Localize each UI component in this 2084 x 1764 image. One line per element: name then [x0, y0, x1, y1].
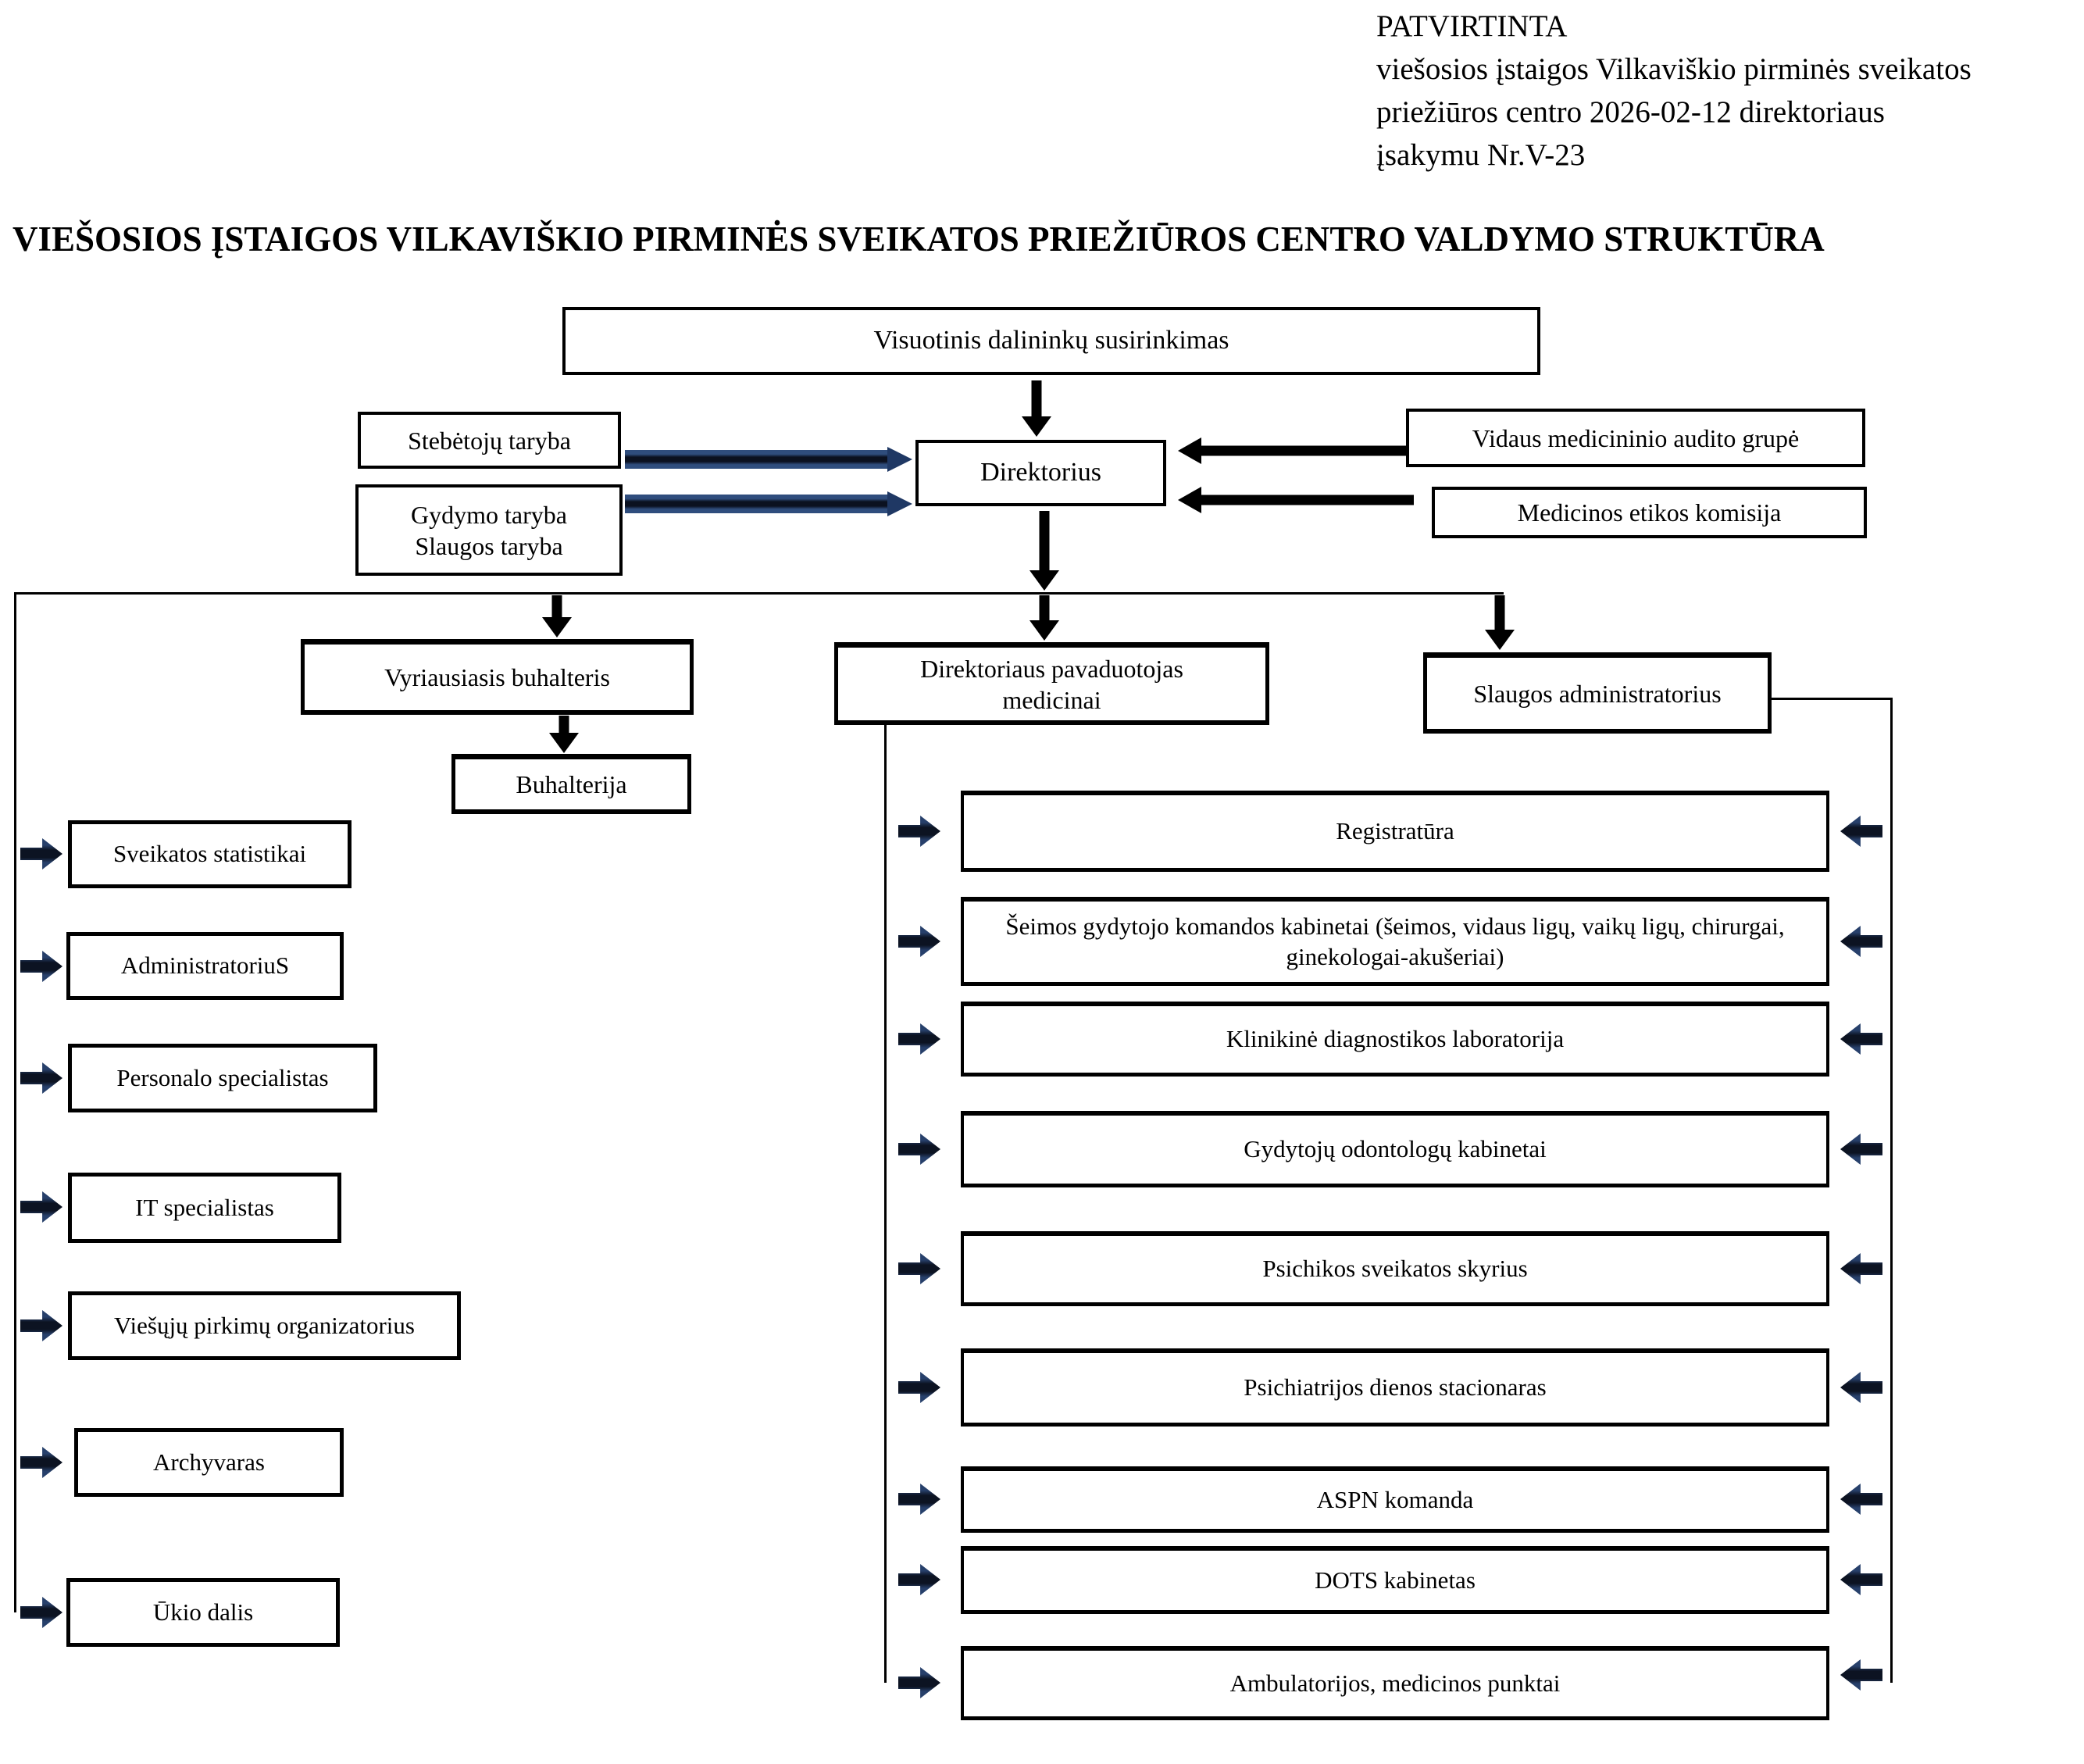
right-node-registry: Registratūra — [961, 791, 1829, 872]
arrow-nursing-to-aspn-icon — [1840, 1484, 1882, 1515]
arrow-to-it-specialist-icon — [20, 1191, 62, 1223]
arrow-nursing-to-ambulatories-icon — [1840, 1659, 1882, 1691]
arrow-nursing-to-lab-icon — [1840, 1023, 1882, 1055]
arrow-deputy-to-aspn-icon — [898, 1484, 940, 1515]
arrow-to-archivist-icon — [20, 1447, 62, 1478]
node-chief-accountant: Vyriausiasis buhalteris — [301, 639, 694, 715]
page-title: VIEŠOSIOS ĮSTAIGOS VILKAVIŠKIO PIRMINĖS SVEIKATOS PRIEŽIŪROS CENTRO VALDYMO STRUKTŪRA — [12, 220, 1825, 259]
node-internal-audit-group: Vidaus medicininio audito grupė — [1406, 409, 1865, 467]
deputy-director-label: Direktoriaus pavaduotojas medicinai — [920, 654, 1183, 714]
arrow-line-to-nursing-admin-icon — [1485, 595, 1515, 650]
node-director: Direktorius — [915, 440, 1166, 506]
node-nursing-administrator: Slaugos administratorius — [1423, 652, 1772, 734]
node-general-assembly: Visuotinis dalininkų susirinkimas — [562, 307, 1540, 375]
distribution-line — [14, 592, 1504, 595]
left-node-personnel-specialist: Personalo specialistas — [68, 1044, 377, 1112]
right-branch-line — [1890, 698, 1893, 1683]
right-node-psychiatry-day-hospital: Psichiatrijos dienos stacionaras — [961, 1348, 1829, 1427]
arrow-ethics-to-director-icon — [1178, 487, 1414, 513]
node-supervisory-board: Stebėtojų taryba — [358, 412, 621, 469]
arrow-to-administrator-icon — [20, 951, 62, 982]
medical-board-label: Gydymo taryba — [411, 500, 567, 529]
arrow-nursing-to-dentists-icon — [1840, 1134, 1882, 1165]
node-accounting: Buhalterija — [451, 754, 691, 814]
arrow-deputy-to-family-doctor-icon — [898, 926, 940, 957]
arrow-deputy-to-mental-health-icon — [898, 1253, 940, 1284]
nursing-board-label: Slaugos taryba — [415, 531, 563, 560]
approval-line: įsakymu Nr.V-23 — [1376, 138, 1586, 172]
deputy-branch-line — [884, 725, 887, 1683]
arrow-nursing-to-psychiatry-day-icon — [1840, 1372, 1882, 1403]
left-node-maintenance-unit: Ūkio dalis — [66, 1578, 340, 1647]
approval-note — [1376, 5, 1972, 177]
arrow-deputy-to-dentists-icon — [898, 1134, 940, 1165]
arrow-line-to-deputy-icon — [1030, 595, 1059, 641]
right-node-clinical-diagnostics-lab: Klinikinė diagnostikos laboratorija — [961, 1002, 1829, 1077]
arrow-audit-to-director-icon — [1178, 437, 1406, 464]
right-node-ambulatories-medical-points: Ambulatorijos, medicinos punktai — [961, 1646, 1829, 1720]
arrow-supervisory-to-director-icon — [625, 447, 912, 472]
arrow-deputy-to-psychiatry-day-icon — [898, 1372, 940, 1403]
left-branch-line — [14, 592, 16, 1612]
nursing-admin-connector — [1772, 698, 1892, 700]
node-deputy-director-medicine — [834, 642, 1269, 725]
node-treatment-nursing-board — [355, 484, 623, 576]
arrow-assembly-to-director-icon — [1022, 380, 1051, 437]
arrow-nursing-to-dots-icon — [1840, 1564, 1882, 1595]
arrow-to-health-statistics-icon — [20, 838, 62, 870]
arrow-to-procurement-organizer-icon — [20, 1310, 62, 1341]
left-node-procurement-organizer: Viešųjų pirkimų organizatorius — [68, 1291, 461, 1360]
node-ethics-commission: Medicinos etikos komisija — [1432, 487, 1867, 538]
approval-line: viešosios įstaigos Vilkaviškio pirminės sveikatos — [1376, 52, 1972, 86]
arrow-nursing-to-registry-icon — [1840, 816, 1882, 847]
right-node-dentist-offices: Gydytojų odontologų kabinetai — [961, 1111, 1829, 1187]
left-node-it-specialist: IT specialistas — [68, 1173, 341, 1243]
approval-line: PATVIRTINTA — [1376, 9, 1568, 43]
arrow-to-personnel-specialist-icon — [20, 1062, 62, 1094]
arrow-deputy-to-lab-icon — [898, 1023, 940, 1055]
arrow-line-to-chief-accountant-icon — [542, 595, 572, 637]
arrow-deputy-to-registry-icon — [898, 816, 940, 847]
arrow-deputy-to-ambulatories-icon — [898, 1667, 940, 1698]
arrow-boards-to-director-icon — [625, 491, 912, 516]
arrow-nursing-to-family-doctor-icon — [1840, 926, 1882, 957]
arrow-chief-accountant-to-accounting-icon — [549, 716, 579, 753]
left-node-archivist: Archyvaras — [74, 1428, 344, 1497]
arrow-deputy-to-dots-icon — [898, 1564, 940, 1595]
left-node-administrator: AdministratoriuS — [66, 932, 344, 1000]
left-node-health-statistics: Sveikatos statistikai — [68, 820, 351, 888]
arrow-nursing-to-mental-health-icon — [1840, 1253, 1882, 1284]
approval-line: priežiūros centro 2026-02-12 direktoriaus — [1376, 95, 1885, 129]
right-node-family-doctor-team-offices: Šeimos gydytojo komandos kabinetai (šeimos, vidaus ligų, vaikų ligų, chirurgai, ginekologai-akušeriai) — [961, 897, 1829, 986]
right-node-aspn-team: ASPN komanda — [961, 1466, 1829, 1533]
arrow-to-maintenance-unit-icon — [20, 1597, 62, 1628]
right-node-mental-health-division: Psichikos sveikatos skyrius — [961, 1231, 1829, 1306]
arrow-director-to-line-icon — [1030, 511, 1059, 591]
right-node-dots-office: DOTS kabinetas — [961, 1546, 1829, 1614]
